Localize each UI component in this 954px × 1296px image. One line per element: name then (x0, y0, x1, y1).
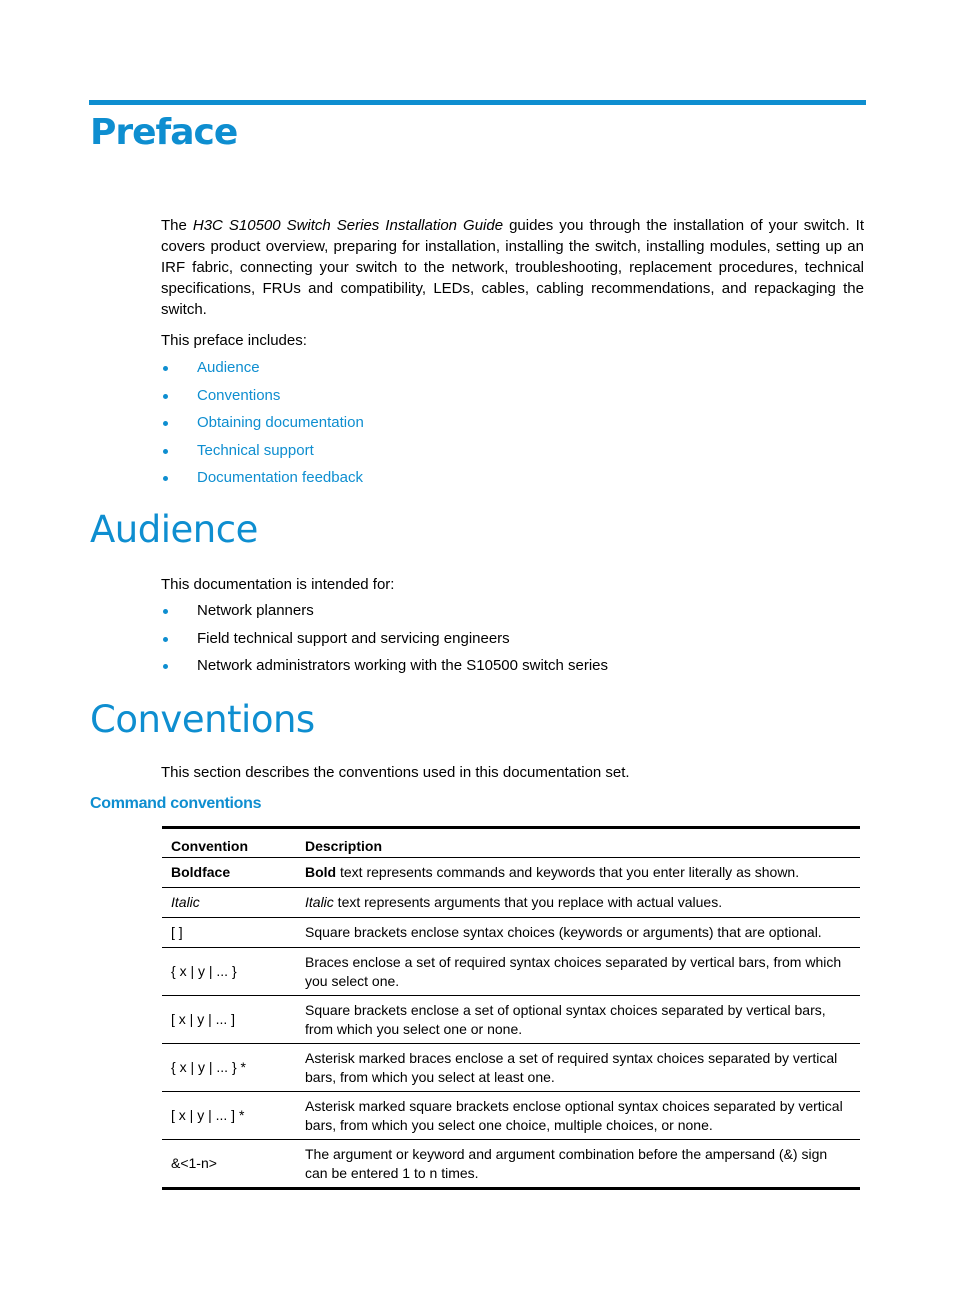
description-lead: Italic (305, 894, 334, 910)
description-cell: Asterisk marked square brackets enclose optional syntax choices separated by vertical bars, from which you select one choice, multiple choices, or none. (296, 1092, 860, 1140)
audience-item: Network planners (197, 602, 314, 619)
table-row (162, 1140, 860, 1189)
list-item (161, 629, 608, 657)
bullet-icon (163, 394, 168, 399)
audience-intro: This documentation is intended for: (161, 576, 395, 593)
convention-cell: Boldface (162, 858, 296, 888)
description-cell (296, 888, 860, 918)
top-rule (89, 100, 866, 105)
column-header-description: Description (296, 828, 860, 858)
intro-pre: The (161, 217, 193, 234)
table-header-row (162, 828, 860, 858)
bullet-icon (163, 366, 168, 371)
convention-cell: &<1-n> (162, 1140, 296, 1189)
toc-item (161, 468, 364, 496)
conventions-intro: This section describes the conventions used in this documentation set. (161, 764, 630, 781)
preface-title: Preface (90, 112, 238, 153)
table-row (162, 918, 860, 948)
description-text: text represents commands and keywords that you enter literally as shown. (336, 864, 800, 880)
description-cell: Braces enclose a set of required syntax choices separated by vertical bars, from which you select one. (296, 948, 860, 996)
command-conventions-heading: Command conventions (90, 795, 262, 812)
description-lead: Bold (305, 864, 337, 880)
audience-title: Audience (90, 508, 258, 551)
table-row (162, 858, 860, 888)
description-text: text represents arguments that you replace with actual values. (333, 894, 723, 910)
convention-cell: Italic (162, 888, 296, 918)
command-conventions-table (162, 826, 860, 1190)
guide-title: H3C S10500 Switch Series Installation Guide (192, 217, 504, 234)
description-cell: Square brackets enclose a set of optional syntax choices separated by vertical bars, from which you select one or none. (296, 996, 860, 1044)
description-cell: Asterisk marked braces enclose a set of required syntax choices separated by vertical bars, from which you select at least one. (296, 1044, 860, 1092)
list-item (161, 656, 608, 684)
audience-item: Field technical support and servicing engineers (197, 629, 510, 647)
description-cell: Square brackets enclose syntax choices (keywords or arguments) that are optional. (296, 918, 860, 948)
description-cell: The argument or keyword and argument combination before the ampersand (&) sign can be entered 1 to n times. (296, 1140, 860, 1189)
audience-list (161, 601, 608, 684)
bullet-icon (163, 421, 168, 426)
table-row (162, 996, 860, 1044)
bullet-icon (163, 637, 168, 642)
toc-item (161, 441, 364, 469)
bullet-icon (163, 449, 168, 454)
list-item (161, 601, 608, 629)
toc-link-conventions[interactable]: Conventions (197, 386, 281, 404)
bullet-icon (163, 476, 168, 481)
convention-cell: { x | y | ... } (162, 948, 296, 996)
convention-cell: [ ] (162, 918, 296, 948)
convention-cell: [ x | y | ... ] * (162, 1092, 296, 1140)
bullet-icon (163, 609, 168, 614)
toc-link-documentation-feedback[interactable]: Documentation feedback (197, 469, 363, 486)
toc-item (161, 386, 364, 414)
table-row (162, 948, 860, 996)
table-row (162, 888, 860, 918)
conventions-title: Conventions (90, 698, 315, 741)
description-cell (296, 858, 860, 888)
bullet-icon (163, 664, 168, 669)
audience-item: Network administrators working with the S10500 switch series (197, 657, 608, 674)
table-row (162, 1092, 860, 1140)
column-header-convention: Convention (162, 828, 296, 858)
toc-item (161, 358, 364, 386)
toc-link-audience[interactable]: Audience (197, 359, 260, 376)
convention-cell: { x | y | ... } * (162, 1044, 296, 1092)
convention-cell: [ x | y | ... ] (162, 996, 296, 1044)
table-row (162, 1044, 860, 1092)
toc-link-obtaining-documentation[interactable]: Obtaining documentation (197, 414, 364, 431)
toc-item (161, 413, 364, 441)
preface-intro (161, 215, 864, 320)
preface-includes-label: This preface includes: (161, 332, 307, 349)
toc-link-technical-support[interactable]: Technical support (197, 441, 314, 459)
intro-post: guides you through the installation of your switch. It covers product overview, preparing for installation, installing the switch, installing modules, setting up an IRF fabric, connecting your switch to the network, troubleshooting, replacement procedures, technical specifications, FRUs and compatibility, LEDs, cables, cabling recommendations, and repackaging the switch. (161, 217, 864, 318)
preface-toc-list (161, 358, 364, 496)
